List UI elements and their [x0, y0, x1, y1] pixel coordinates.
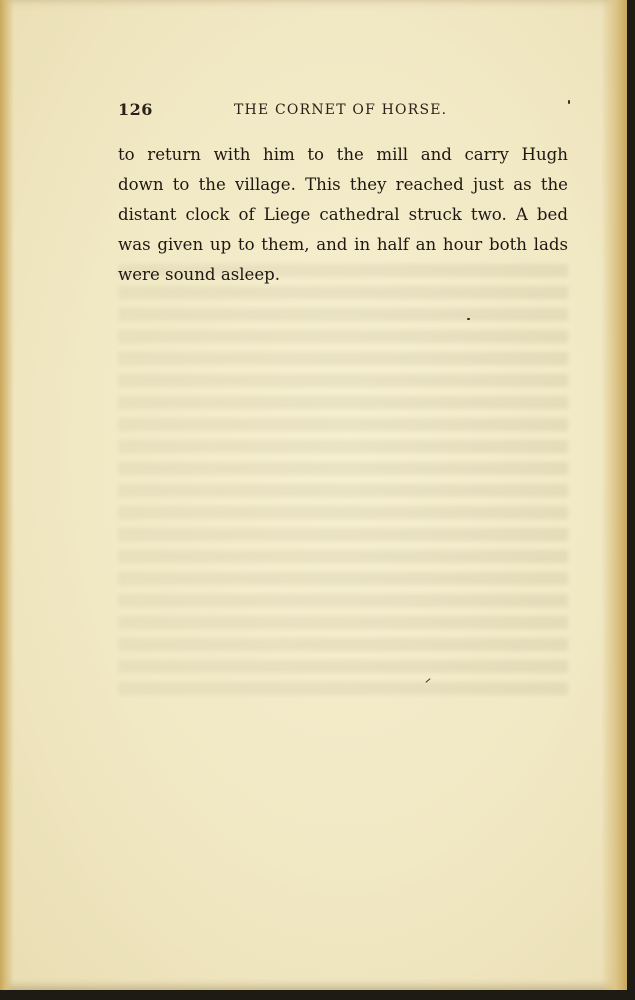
page-left-edge [0, 0, 14, 990]
body-paragraph [118, 140, 568, 290]
text-line: distant clock of Liege cathedral struck two. A bed [118, 205, 568, 224]
page-right-edge [601, 0, 627, 990]
text-line: were sound asleep. [118, 265, 281, 284]
text-line: to return with him to the mill and carry Hugh [118, 145, 568, 164]
text-line: was given up to them, and in half an hour both lads [118, 235, 568, 254]
running-title: THE CORNET OF HORSE. [234, 102, 448, 118]
ink-speck [425, 678, 430, 683]
text-line: down to the village. This they reached just as the [118, 175, 568, 194]
ink-speck [568, 100, 570, 104]
show-through-text [118, 255, 568, 855]
page-header [118, 100, 568, 126]
page-number: 126 [118, 100, 153, 119]
ink-speck [467, 318, 470, 320]
